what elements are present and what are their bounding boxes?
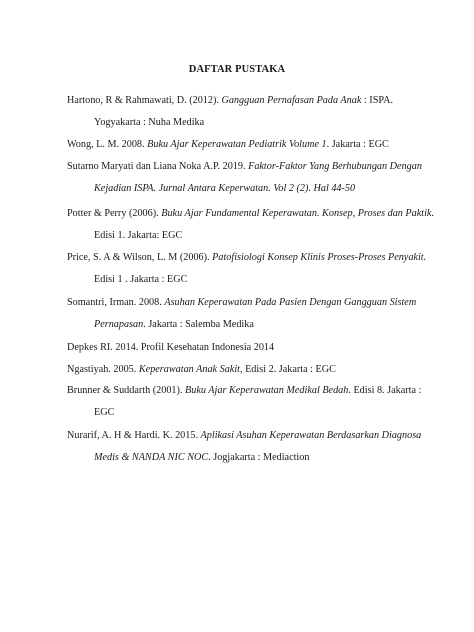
reference-author-text: Depkes RI. 2014. Profil Kesehatan Indonesia 2014 bbox=[67, 342, 275, 353]
reference-continuation bbox=[94, 319, 254, 331]
reference-author-text: Potter & Perry (2006). bbox=[67, 208, 162, 219]
reference-entry bbox=[67, 139, 437, 151]
reference-continuation bbox=[94, 117, 204, 129]
reference-title-text: Patofisiologi Konsep Klinis Proses-Proses Penyakit. bbox=[212, 252, 427, 263]
reference-entry bbox=[67, 385, 437, 418]
reference-publisher-text: Yogyakarta : Nuha Medika bbox=[94, 117, 205, 128]
reference-title-continuation-text: Pernapasan bbox=[94, 319, 144, 330]
reference-continuation bbox=[94, 407, 114, 419]
reference-entry bbox=[67, 208, 437, 241]
reference-detail-text: , Edisi 2. Jakarta : EGC bbox=[239, 364, 336, 375]
reference-publisher-text: . Jogjakarta : Mediaction bbox=[208, 452, 310, 463]
reference-entry bbox=[67, 297, 437, 330]
reference-title-text: Keperawatan Anak Sakit bbox=[138, 364, 240, 375]
reference-continuation bbox=[94, 452, 309, 464]
reference-detail-text: . Edisi 8. Jakarta : bbox=[348, 385, 422, 396]
reference-title-text: Faktor-Faktor Yang Berhubungan Dengan bbox=[248, 161, 422, 172]
reference-title-text: Buku Ajar Keperawatan Pediatrik Volume 1 bbox=[147, 139, 327, 150]
reference-author-text: Wong, L. M. 2008. bbox=[67, 139, 148, 150]
reference-title-text: Aplikasi Asuhan Keperawatan Berdasarkan Diagnosa bbox=[200, 430, 422, 441]
reference-continuation bbox=[94, 183, 355, 195]
reference-author-text: Somantri, Irman. 2008. bbox=[67, 297, 165, 308]
reference-title-text: Asuhan Keperawatan Pada Pasien Dengan Gangguan Sistem bbox=[164, 297, 417, 308]
reference-author-text: Sutarno Maryati dan Liana Noka A.P. 2019. bbox=[67, 161, 249, 172]
reference-title-continuation-text: Medis & NANDA NIC NOC bbox=[94, 452, 209, 463]
reference-entry bbox=[67, 430, 437, 463]
reference-author-text: Nurarif, A. H & Hardi. K. 2015. bbox=[67, 430, 201, 441]
reference-publisher-text: Edisi 1. Jakarta: EGC bbox=[94, 230, 183, 241]
reference-title-continuation-text: Kejadian ISPA. Jurnal Antara Keperwatan. Vol 2 (2). Hal 44-50 bbox=[94, 183, 356, 194]
reference-author-text: Hartono, R & Rahmawati, D. (2012). bbox=[67, 95, 222, 106]
reference-entry bbox=[67, 342, 437, 354]
reference-author-text: Price, S. A & Wilson, L. M (2006). bbox=[67, 252, 213, 263]
reference-entry bbox=[67, 161, 437, 194]
reference-author-text: Ngastiyah. 2005. bbox=[67, 364, 139, 375]
reference-publisher-text: EGC bbox=[94, 407, 115, 418]
reference-author-text: Brunner & Suddarth (2001). bbox=[67, 385, 185, 396]
reference-detail-text: : ISPA. bbox=[361, 95, 393, 106]
reference-title-text: Buku Ajar Fundamental Keperawatan. Konsep, Proses dan Paktik. bbox=[161, 208, 435, 219]
reference-entry bbox=[67, 252, 437, 285]
reference-entry bbox=[67, 364, 437, 376]
reference-publisher-text: Edisi 1 . Jakarta : EGC bbox=[94, 274, 188, 285]
page-title: DAFTAR PUSTAKA bbox=[188, 64, 286, 75]
reference-continuation bbox=[94, 230, 182, 242]
reference-title-text: Buku Ajar Keperawatan Medikal Bedah bbox=[185, 385, 349, 396]
reference-continuation bbox=[94, 274, 187, 286]
reference-entry bbox=[67, 95, 437, 128]
reference-detail-text: . Jakarta : EGC bbox=[326, 139, 389, 150]
reference-publisher-text: . Jakarta : Salemba Medika bbox=[143, 319, 254, 330]
reference-title-text: Gangguan Pernafasan Pada Anak bbox=[221, 95, 362, 106]
